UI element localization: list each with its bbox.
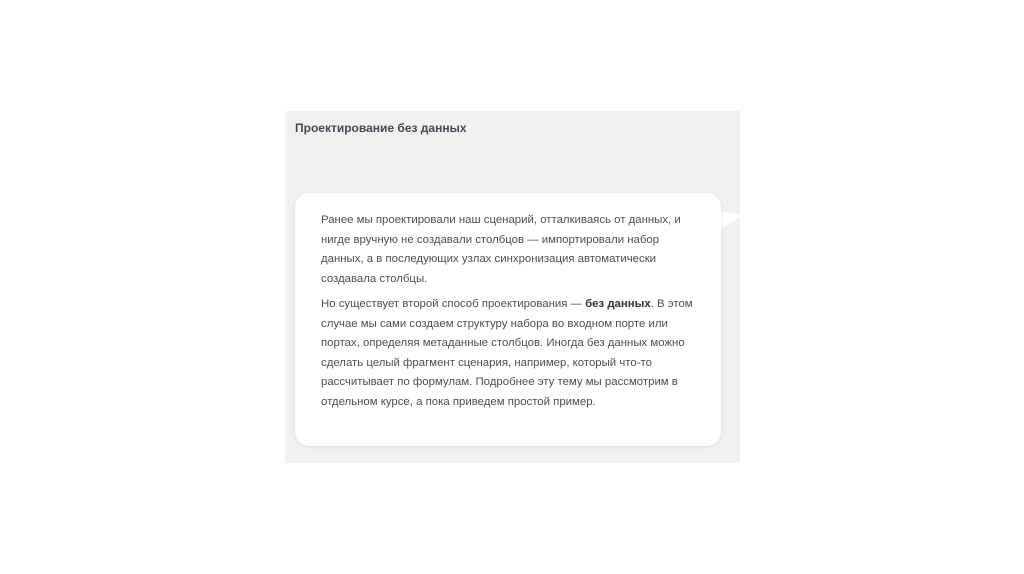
bold-term: без данных [585, 298, 651, 310]
paragraph-2 [321, 295, 697, 412]
paragraph-2-rest: . В этом случае мы сами создаем структуру набора во входном порте или портах, определяя метаданные столбцов. Иногда без данных можно сделать целый фрагмент сценария, например, который что-то рассчитывает по формулам. Подробнее эту тему мы рассмотрим в отдельном курсе, а пока приведем простой пример. [321, 298, 693, 408]
slide-panel [285, 111, 740, 463]
paragraph-1: Ранее мы проектировали наш сценарий, отталкиваясь от данных, и нигде вручную не создавали столбцов — импортировали набор данных, а в последующих узлах синхронизация автоматически создавала столбцы. [321, 214, 681, 285]
bubble-text [321, 211, 697, 412]
speech-bubble [295, 193, 721, 446]
slide-title: Проектирование без данных [295, 121, 467, 135]
paragraph-2-intro: Но существует второй способ проектирования — [321, 298, 586, 310]
